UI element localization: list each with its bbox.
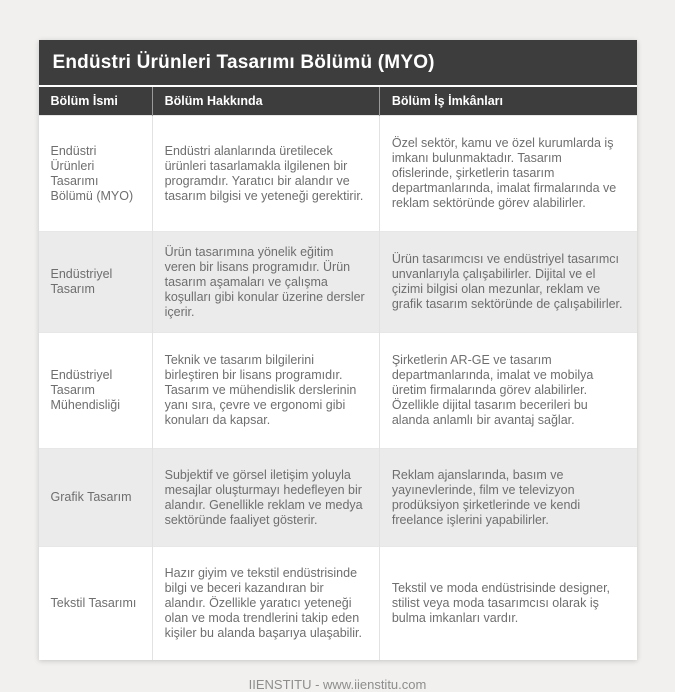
header-row	[39, 87, 637, 116]
cell-department-about: Ürün tasarımına yönelik eğitim veren bir lisans programıdır. Ürün tasarım aşamaları ve çalışma koşulları gibi konular üzerine dersler içerir.	[152, 232, 379, 333]
table-body	[39, 116, 637, 661]
table-row	[39, 547, 637, 661]
cell-department-jobs: Şirketlerin AR-GE ve tasarım departmanlarında, imalat ve mobilya üretim firmalarında görev alabilirler. Özellikle dijital tasarım becerileri bu alanda anlamlı bir avantaj sağlar.	[379, 333, 636, 449]
table-header	[39, 87, 637, 116]
table-row	[39, 333, 637, 449]
cell-department-jobs: Ürün tasarımcısı ve endüstriyel tasarımcı unvanlarıyla çalışabilirler. Dijital ve el çizimi bilgisi olan mezunlar, reklam ve grafik tasarım sektöründe de çalışabilirler.	[379, 232, 636, 333]
page-title: Endüstri Ürünleri Tasarımı Bölümü (MYO)	[39, 40, 637, 85]
cell-department-name: Endüstriyel Tasarım	[39, 232, 153, 333]
cell-department-jobs: Özel sektör, kamu ve özel kurumlarda iş imkanı bulunmaktadır. Tasarım ofislerinde, şirketlerin tasarım departmanlarında, imalat firmalarında ve reklam sektöründe görev alabilirler.	[379, 116, 636, 232]
cell-department-name: Endüstri Ürünleri Tasarımı Bölümü (MYO)	[39, 116, 153, 232]
column-header-department-jobs: Bölüm İş İmkânları	[379, 87, 636, 116]
cell-department-name: Grafik Tasarım	[39, 449, 153, 547]
cell-department-about: Hazır giyim ve tekstil endüstrisinde bilgi ve beceri kazandıran bir alandır. Özellikle yaratıcı yeteneği olan ve moda trendlerini takip eden kişiler bu alanda başarıya ulaşabilir.	[152, 547, 379, 661]
table-row	[39, 449, 637, 547]
cell-department-jobs: Reklam ajanslarında, basım ve yayınevlerinde, film ve televizyon prodüksiyon şirketlerinde ve kendi freelance işlerini yapabilirler.	[379, 449, 636, 547]
cell-department-jobs: Tekstil ve moda endüstrisinde designer, stilist veya moda tasarımcısı olarak iş bulma imkanları vardır.	[379, 547, 636, 661]
table-row	[39, 116, 637, 232]
cell-department-name: Endüstriyel Tasarım Mühendisliği	[39, 333, 153, 449]
cell-department-about: Endüstri alanlarında üretilecek ürünleri tasarlamakla ilgilenen bir programdır. Yaratıcı bir alandır ve tasarım bilgisi ve yeteneği gerektirir.	[152, 116, 379, 232]
table-row	[39, 232, 637, 333]
department-info-card	[39, 40, 637, 660]
column-header-department-about: Bölüm Hakkında	[152, 87, 379, 116]
departments-table	[39, 87, 637, 660]
footer-branding: IIENSTITU - www.iienstitu.com	[248, 677, 427, 692]
cell-department-about: Teknik ve tasarım bilgilerini birleştiren bir lisans programıdır. Tasarım ve mühendislik derslerinin yanı sıra, çevre ve ergonomi gibi konuları da kapsar.	[152, 333, 379, 449]
column-header-department-name: Bölüm İsmi	[39, 87, 153, 116]
cell-department-name: Tekstil Tasarımı	[39, 547, 153, 661]
cell-department-about: Subjektif ve görsel iletişim yoluyla mesajlar oluşturmayı hedefleyen bir alandır. Genellikle reklam ve medya sektöründe faaliyet gösterir.	[152, 449, 379, 547]
